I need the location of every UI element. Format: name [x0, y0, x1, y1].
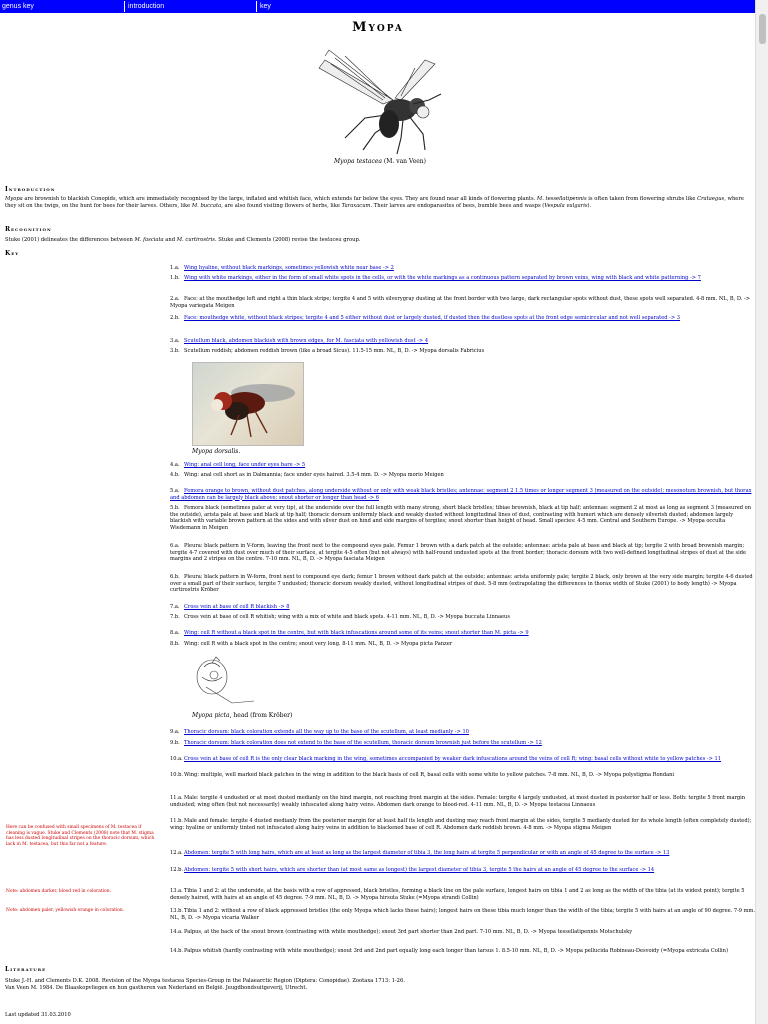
- couplet-link[interactable]: Face: mouthedge white, without black stripes; tergite 4 and 5 either without dust or largely dusted, if dusted then the dustless spots at the front edge semicircular and not well separated -> 3: [184, 315, 680, 321]
- intro-paragraph: [5, 196, 750, 210]
- caption-credit: (M. van Veen): [383, 158, 427, 165]
- couplet-text: Male and female: tergite 4 dusted medianly from the posterior margin for at least half its length and dusting may reach front margin at the sides, tergite 5 medianly dusted for its whole length (often completely dusted); wing: hyaline or uniformly tinted not infuscated along hairy veins in addition to blackened base of cell R. Abdomen dark reddish brown. 4-8 mm. -> Myopa stigma Meigen: [170, 818, 752, 831]
- key-couplet-2b[interactable]: [170, 315, 755, 322]
- couplet-number: 3.a.: [170, 338, 180, 344]
- couplet-number: 9.a.: [170, 729, 180, 735]
- key-couplet-1a[interactable]: [170, 265, 755, 272]
- section-heading-key: Key: [5, 250, 20, 257]
- side-note-abdomen-paler: Note: abdomen paler, yellowish orange in coloration.: [6, 908, 125, 913]
- couplet-text: Scutellum reddish; abdomen reddish brown (like a broad Sicus). 11.5-15 mm. NL, B, D. -> Myopa dorsalis Fabricius: [184, 348, 485, 354]
- recognition-text: group.: [341, 237, 361, 243]
- couplet-link[interactable]: Wing: anal cell long, face under eyes bare -> 5: [184, 462, 306, 468]
- recognition-paragraph: [5, 237, 750, 244]
- key-couplet-6b: [170, 574, 755, 594]
- couplet-number: 10.b.: [170, 772, 183, 778]
- vertical-scrollbar[interactable]: [755, 0, 768, 1024]
- couplet-link[interactable]: Thoracic dorsum: black coloration extends all the way up to the base of the scutellum, at least medianly -> 10: [184, 729, 469, 735]
- couplet-text: Face: at the mouthedge left and right a thin black stripe; tergite 4 and 5 with silverygray dusting at the front border with two large, dark rectangular spots without dust, these spots well separated. 4-8 mm. NL, B, D. -> Myopa variegata Meigen: [170, 296, 751, 309]
- couplet-text: Palpus whitish (hardly contrasting with white mouthedge); snout 3rd and 2nd part equally long each longer than tarsus 1. 8.5-10 mm. NL, B, D. -> Myopa pellucida Robineau-Desvoidy (=Myopa extricata Collin): [184, 948, 728, 954]
- key-couplet-2a: [170, 296, 755, 309]
- couplet-text: Pleura: black pattern in W-form, front next to compound eye dark; femur 1 brown without dark patch at the outside; antennae: arista uniformly pale; tergite 2 black, only brown at the very side margin; tergite 4-6 dusted over a small part of their surface, tergite 7 undusted; thoracic dorsum weakly dusted, without longitudinal stripes of dust. 5-8 mm (extrapolating the differences in thorax width of Stuke (2001) to body length) -> Myopa curtirostris Kröber: [170, 574, 753, 594]
- key-couplet-5a[interactable]: [170, 488, 755, 501]
- couplet-text: Cross vein at base of cell R whitish; wing with a mix of white and black spots. 4-11 mm. NL, B, D. -> Myopa buccata Linnaeus: [184, 614, 510, 620]
- section-heading-recognition: Recognition: [5, 226, 52, 233]
- couplet-number: 11.b.: [170, 818, 183, 824]
- key-couplet-5b: [170, 505, 755, 531]
- key-couplet-13b: [170, 908, 755, 921]
- key-couplet-10a[interactable]: [170, 756, 755, 763]
- section-heading-literature: Literature: [5, 966, 47, 973]
- couplet-link[interactable]: Wing: cell R without a black spot in the centre, but with black infuscations around some of its veins; snout shorter than M. picta -> 9: [184, 630, 529, 636]
- couplet-link[interactable]: Abdomen: tergite 5 with long hairs, which are at least as long as the largest diameter of tibia 3, the long hairs at tergite 5 perpendicular or with an angle of 45 degree to the surface -> 13: [184, 850, 670, 856]
- couplet-number: 12.b.: [170, 867, 183, 873]
- key-couplet-6a: [170, 543, 755, 563]
- couplet-number: 4.a.: [170, 462, 180, 468]
- couplet-number: 3.b.: [170, 348, 180, 354]
- key-couplet-7b: [170, 614, 755, 621]
- couplet-number: 14.b.: [170, 948, 183, 954]
- figure-caption-picta: [192, 712, 312, 719]
- couplet-text: Wing: anal cell short as in Dalmannia; face under eyes haired. 3.5-4 mm. D. -> Myopa morio Meigen: [184, 472, 444, 478]
- intro-species: M. tessellatipennis: [536, 196, 587, 202]
- picta-head-drawing: [192, 655, 262, 707]
- couplet-number: 12.a.: [170, 850, 183, 856]
- key-couplet-11a: [170, 795, 755, 808]
- recognition-species: M. curtirostris: [176, 237, 215, 243]
- key-couplet-14b: [170, 948, 755, 955]
- couplet-number: 14.a.: [170, 929, 183, 935]
- couplet-number: 1.a.: [170, 265, 180, 271]
- couplet-link[interactable]: Cross vein at base of cell R blackish -> 8: [184, 604, 290, 610]
- couplet-text: Wing: cell R with a black spot in the centre; snout very long. 8-11 mm. NL, B, D. -> Myopa picta Panzer: [184, 641, 453, 647]
- intro-plant: Crataegus: [697, 196, 725, 202]
- couplet-text: Tibia 1 and 2: at the underside, at the basis with a row of appressed, black bristles, forming a black line on the pale surface, longest hairs on tibia 1 and 2 as long as the width of the tibia (at its widest point); tergite 5 densely haired, with hairs at an angle of 45 degree. 7-9 mm. NL, B, D. -> Myopa hirsuta Stuke (=Myopa strandi Collin): [170, 888, 745, 901]
- couplet-number: 13.b.: [170, 908, 183, 914]
- couplet-number: 2.a.: [170, 296, 180, 302]
- key-couplet-3b: [170, 348, 755, 355]
- couplet-link[interactable]: Cross vein at base of cell R is the only clear black marking in the wing, sometimes accompanied by weaker dark infuscations around the veins of cell R; wing: basal cells without white to yellow patches -> 11: [184, 756, 722, 762]
- side-note-abdomen-darker: Note: abdomen darker, blood red in coloration.: [6, 889, 111, 894]
- key-couplet-13a: [170, 888, 755, 901]
- key-couplet-1b[interactable]: [170, 275, 755, 282]
- key-couplet-12b[interactable]: [170, 867, 755, 874]
- fly-drawing: [305, 38, 455, 156]
- nav-bar: [0, 0, 756, 13]
- caption-credit: , head (from Kröber): [229, 712, 293, 719]
- dorsalis-photo-svg: [193, 363, 303, 445]
- picta-head-svg: [192, 655, 262, 707]
- key-couplet-10b: [170, 772, 755, 779]
- key-couplet-8b: [170, 641, 755, 648]
- recognition-text: and: [163, 237, 177, 243]
- couplet-text: Wing: multiple, well marked black patches in the wing in addition to the black basis of cell R, basal cells with some white to yellow patches. 7-8 mm. NL, B, D. -> Myopa polystigma Rondani: [184, 772, 675, 778]
- recognition-group: testacea: [319, 237, 342, 243]
- couplet-text: Femora black (sometimes paler at very tip), at the underside over the full length with many strong, short black bristles; tibiae brownish, black at tip half; antennae: segment 2 at most as long as segment 3 (measured on the outside), arista pale at base and black at tip half; thoracic dorsum uniformly black and weakly dusted without longitudinal lines of dust, contrasting with humeri which are densely silverish dusted; abdomen largely blackish with variable brown pattern at the sides and with silver dust on hind and side margins of tergites; snout shorter than height of head. Small species: 4-5 mm. Central and Southern Europe. -> Myopa occulta Wiedemann in Meigen: [170, 505, 752, 531]
- dorsalis-photo: [192, 362, 304, 446]
- intro-text: ).: [587, 203, 592, 209]
- recognition-text: . Stuke and Clements (2008) revise the: [214, 237, 320, 243]
- intro-text: is often taken from flowering shrubs like: [586, 196, 698, 202]
- couplet-number: 6.a.: [170, 543, 180, 549]
- key-couplet-14a: [170, 929, 755, 936]
- figure-caption-main: [305, 158, 455, 165]
- couplet-number: 7.b.: [170, 614, 180, 620]
- nav-divider: [256, 1, 257, 12]
- couplet-number: 2.b.: [170, 315, 180, 321]
- literature-ref-2: Van Veen M. 1984. De Blaaskopvliegen en hun gastheren van Nederland en België. Jeugdbondsuitgeverij, Utrecht.: [5, 985, 308, 991]
- intro-plant: Taraxacum: [341, 203, 371, 209]
- key-couplet-9a[interactable]: [170, 729, 755, 736]
- key-couplet-12a[interactable]: [170, 850, 755, 857]
- key-couplet-8a[interactable]: [170, 630, 755, 637]
- couplet-number: 13.a.: [170, 888, 183, 894]
- couplet-number: 8.b.: [170, 641, 180, 647]
- couplet-number: 6.b.: [170, 574, 180, 580]
- recognition-text: Stuke (2001) delineates the differences between: [5, 237, 135, 243]
- couplet-text: Tibia 1 and 2: without a row of black appressed bristles (the only Myopa which lacks these hairs); longest hairs on these tibia much longer than the width of the tibia; tergite 5 with hairs at an angle of 90 degree. 7-9 mm. NL, B, D. -> Myopa vicaria Walker: [170, 908, 755, 921]
- intro-species: M. buccata: [191, 203, 222, 209]
- couplet-link[interactable]: Abdomen: tergite 5 with short hairs, which are shorter than (at most same as longest) the largest diameter of tibia 3, tergite 5 the hairs at an angle of 45 degree to the surface -> 14: [184, 867, 655, 873]
- couplet-number: 7.a.: [170, 604, 180, 610]
- intro-host: Vespula vulgaris: [544, 203, 588, 209]
- key-couplet-3a[interactable]: [170, 338, 755, 345]
- couplet-link[interactable]: Femora orange to brown, without dust patches, along underside without or only with weak black bristles; antennae: segment 2 1.5 times or longer segment 3 (measured on the outside); mesonotum brownish, but thorax and abdomen can be largely black above; snout shorter or longer than head -> 6: [170, 488, 752, 501]
- section-heading-introduction: Introduction: [5, 186, 56, 193]
- couplet-number: 10.a.: [170, 756, 183, 762]
- key-couplet-4a[interactable]: [170, 462, 755, 469]
- nav-link-genus-key[interactable]: genus key: [2, 3, 34, 10]
- couplet-link[interactable]: Wing with white markings, either in the form of small white spots in the cells, or with the white markings as a continuous pattern separated by brown veins, wing with black and white patterning -> 7: [184, 275, 701, 281]
- couplet-text: Pleura: black pattern in V-form, leaving the front next to the compound eyes pale. Femur 1 brown with a dark patch at the outside; antennae: arista pale at base and black at tip; tergite 2 with broad brownish margin; tergite 4-7 covered with dust over much of their surface, at tergite 4-5 often (but not always) with half-round undusted spots at the front border; thoracic dorsum with two well-defined longitudinal stripes of dust at the side margins and 2 stripes on the centre. 7-10 mm. NL, B, D. -> Myopa fasciata Meigen: [170, 543, 747, 563]
- key-couplet-11b: [170, 818, 755, 831]
- intro-text: , where they sit on the twigs, on the hunt for bees for their larves. Others, like: [5, 196, 744, 209]
- fly-drawing-svg: [305, 38, 455, 156]
- couplet-number: 9.b.: [170, 740, 180, 746]
- couplet-number: 4.b.: [170, 472, 180, 478]
- couplet-text: Male: tergite 4 undusted or at most dusted medianly on the hind margin, not reaching front margin at the sides. Female: tergite 4 largely undusted, at most dusted in posterior half or less. Both: tergite 5 front margin undusted; wing often (but not necessarily) weakly infuscated along hairy veins. Abdomen dark orange to blood-red. 4-11 mm. NL, B, D. -> Myopa testacea Linnaeus: [170, 795, 746, 808]
- figure-caption-dorsalis: [192, 448, 302, 455]
- couplet-text: Palpus, at the back of the snout brown (contrasting with white mouthedge); snout 3rd part shorter than 2nd part. 7-10 mm. NL, B, D. -> Myopa tessellatipennis Motschulsky: [184, 929, 633, 935]
- couplet-number: 5.b.: [170, 505, 180, 511]
- nav-divider: [124, 1, 125, 12]
- page-title: Myopa: [352, 20, 404, 35]
- nav-link-key[interactable]: key: [260, 3, 271, 10]
- intro-genus: Myopa: [5, 196, 23, 202]
- intro-text: . Their larves are endoparasites of bees, bumble bees and wasps (: [370, 203, 545, 209]
- couplet-number: 5.a.: [170, 488, 180, 494]
- caption-species: Myopa dorsalis.: [192, 448, 241, 455]
- couplet-number: 8.a.: [170, 630, 180, 636]
- couplet-link[interactable]: Thoracic dorsum: black coloration does not extend to the base of the scutellum, thoracic dorsum brownish just before the scutellum -> 12: [184, 740, 542, 746]
- key-couplet-7a[interactable]: [170, 604, 755, 611]
- key-couplet-4b: [170, 472, 755, 479]
- caption-species: Myopa picta: [192, 712, 230, 719]
- couplet-link[interactable]: Wing hyaline, without black markings, sometimes yellowish white near base -> 2: [184, 265, 394, 271]
- intro-text: are brownish to blackish Conopids, which are immediately recognised by the large, inflated and whitish face, which extends far below the eyes. They are found near all kinds of flowering plants.: [22, 196, 537, 202]
- recognition-species: M. fasciata: [134, 237, 164, 243]
- key-couplet-9b[interactable]: [170, 740, 755, 747]
- scrollbar-thumb[interactable]: [759, 14, 766, 44]
- couplet-number: 1.b.: [170, 275, 180, 281]
- last-updated: Last updated 31.03.2010: [5, 1012, 71, 1018]
- nav-link-introduction[interactable]: introduction: [128, 3, 165, 10]
- literature-ref-1: Stuke J.-H. and Clements D.K. 2008. Revision of the Myopa testacea Species-Group in the Palaearctic Region (Diptera: Conopidae). Zootaxa 1713: 1-26.: [5, 978, 405, 984]
- intro-text: , are also found visiting flowers of herbs, like: [221, 203, 342, 209]
- caption-species: Myopa testacea: [333, 158, 382, 165]
- side-note-stigma: Here can be confused with small specimens of M. testacea if cleaning is vague. Stuke and Clements (2008) note that M. stigma has less dusted longitudinal stripes on the thoracic dorsum, which lack in M. testacea, but this far not a feature.: [6, 825, 155, 847]
- couplet-link[interactable]: Scutellum black, abdomen blackish with brown edges, for M. fasciata with yellowish dust -> 4: [184, 338, 429, 344]
- couplet-number: 11.a.: [170, 795, 183, 801]
